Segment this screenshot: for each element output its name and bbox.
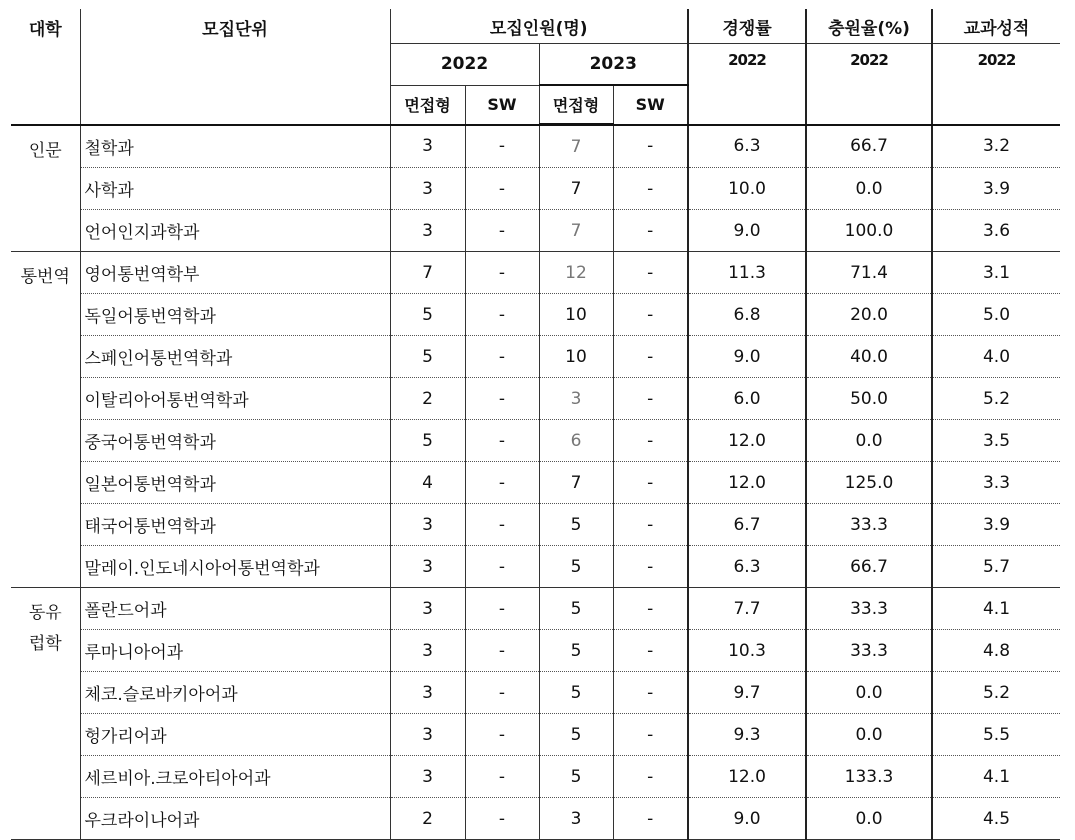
dept-name-cell: 독일어통번역학과: [80, 294, 390, 336]
dept-name-cell: 폴란드어과: [80, 588, 390, 630]
dept-name-cell: 중국어통번역학과: [80, 420, 390, 462]
table-row: [11, 210, 1060, 252]
dept-name-cell: 체코.슬로바키아어과: [80, 672, 390, 714]
competition-cell: 6.3: [688, 546, 806, 588]
interview-2023-cell: 6: [539, 420, 613, 462]
competition-cell: 9.3: [688, 714, 806, 756]
fill-rate-cell: 0.0: [806, 714, 932, 756]
table-header: [11, 9, 1060, 125]
fill-rate-cell: 40.0: [806, 336, 932, 378]
sw-2023-cell: -: [613, 125, 688, 168]
fill-rate-cell: 0.0: [806, 168, 932, 210]
sw-2023-cell: -: [613, 672, 688, 714]
sw-2022-cell: -: [465, 294, 539, 336]
competition-cell: 9.0: [688, 798, 806, 840]
table-row: [11, 252, 1060, 294]
table-row: [11, 714, 1060, 756]
sw-2023-cell: -: [613, 630, 688, 672]
table-row: [11, 756, 1060, 798]
table-row: [11, 462, 1060, 504]
interview-2022-cell: 3: [390, 210, 465, 252]
grades-cell: 4.8: [932, 630, 1060, 672]
interview-2022-cell: 3: [390, 588, 465, 630]
grades-cell: 5.7: [932, 546, 1060, 588]
college-cell: [11, 588, 80, 840]
fill-rate-cell: 71.4: [806, 252, 932, 294]
interview-2022-cell: 2: [390, 798, 465, 840]
table-row: [11, 798, 1060, 840]
competition-cell: 6.3: [688, 125, 806, 168]
sw-2022-cell: -: [465, 378, 539, 420]
interview-2023-cell: 12: [539, 252, 613, 294]
sw-2023-cell: -: [613, 588, 688, 630]
dept-name-cell: 헝가리어과: [80, 714, 390, 756]
table-row: [11, 630, 1060, 672]
sw-2023-cell: -: [613, 756, 688, 798]
dept-name-cell: 루마니아어과: [80, 630, 390, 672]
competition-cell: 12.0: [688, 462, 806, 504]
college-header: 대학: [11, 9, 80, 125]
table-row: [11, 125, 1060, 168]
dept-name-cell: 철학과: [80, 125, 390, 168]
interview-2023-cell: 3: [539, 798, 613, 840]
dept-name-cell: 사학과: [80, 168, 390, 210]
sw-2022-cell: -: [465, 125, 539, 168]
interview-2022-cell: 3: [390, 546, 465, 588]
sw-2023-cell: -: [613, 462, 688, 504]
fill-rate-cell: 100.0: [806, 210, 932, 252]
interview-2023-cell: 7: [539, 125, 613, 168]
sw-2022-cell: -: [465, 336, 539, 378]
table-row: [11, 672, 1060, 714]
grades-cell: 4.1: [932, 588, 1060, 630]
competition-cell: 11.3: [688, 252, 806, 294]
fill-rate-cell: 33.3: [806, 504, 932, 546]
sw-2023-cell: -: [613, 210, 688, 252]
sw-2022-cell: -: [465, 168, 539, 210]
interview-2022-cell: 7: [390, 252, 465, 294]
interview-2022-cell: 5: [390, 420, 465, 462]
grades-cell: 4.1: [932, 756, 1060, 798]
interview-2022-cell: 3: [390, 504, 465, 546]
fill-rate-cell: 0.0: [806, 420, 932, 462]
table-row: [11, 588, 1060, 630]
dept-name-cell: 영어통번역학부: [80, 252, 390, 294]
interview-2022-cell: 4: [390, 462, 465, 504]
competition-cell: 6.7: [688, 504, 806, 546]
interview-2023-cell: 10: [539, 294, 613, 336]
sw-2023-cell: -: [613, 504, 688, 546]
college-cell: [11, 125, 80, 252]
college-name-line: 인문: [28, 140, 62, 161]
fill-rate-cell: 33.3: [806, 588, 932, 630]
dept-name-cell: 태국어통번역학과: [80, 504, 390, 546]
competition-cell: 12.0: [688, 420, 806, 462]
sw-2023-cell: -: [613, 420, 688, 462]
table-body: [11, 125, 1060, 840]
sw-2022-cell: -: [465, 252, 539, 294]
interview-2023-cell: 5: [539, 546, 613, 588]
interview-2022-cell: 5: [390, 294, 465, 336]
grades-year: 2022: [977, 51, 1016, 69]
sw-2023-cell: -: [613, 798, 688, 840]
interview-2022-cell: 3: [390, 168, 465, 210]
interview-2022-cell: 5: [390, 336, 465, 378]
interview-2023-cell: 7: [539, 462, 613, 504]
fill-rate-year: 2022: [850, 51, 888, 69]
sw-2023-header: SW: [613, 85, 688, 125]
sw-2023-cell: -: [613, 714, 688, 756]
interview-2023-cell: 5: [539, 714, 613, 756]
sw-2023-cell: -: [613, 336, 688, 378]
grades-header: 교과성적: [932, 9, 1060, 44]
year-2022-header: 2022: [390, 44, 539, 86]
sw-2022-cell: -: [465, 588, 539, 630]
dept-name-cell: 우크라이나어과: [80, 798, 390, 840]
sw-2022-header: SW: [465, 85, 539, 125]
interview-2022-header: 면접형: [390, 85, 465, 125]
grades-cell: 5.2: [932, 378, 1060, 420]
admissions-table: [11, 9, 1060, 840]
grades-cell: 5.5: [932, 714, 1060, 756]
fill-rate-cell: 0.0: [806, 798, 932, 840]
fill-rate-cell: 33.3: [806, 630, 932, 672]
interview-2022-cell: 3: [390, 756, 465, 798]
interview-2022-cell: 3: [390, 714, 465, 756]
interview-2022-cell: 2: [390, 378, 465, 420]
table-row: [11, 336, 1060, 378]
recruit-header: 모집인원(명): [390, 9, 688, 44]
interview-2023-cell: 5: [539, 756, 613, 798]
interview-2023-cell: 3: [539, 378, 613, 420]
sw-2023-cell: -: [613, 546, 688, 588]
fill-rate-cell: 66.7: [806, 125, 932, 168]
fill-rate-cell: 125.0: [806, 462, 932, 504]
competition-cell: 7.7: [688, 588, 806, 630]
table-row: [11, 168, 1060, 210]
fill-rate-cell: 133.3: [806, 756, 932, 798]
interview-2022-cell: 3: [390, 630, 465, 672]
table-row: [11, 294, 1060, 336]
dept-name-cell: 세르비아.크로아티아어과: [80, 756, 390, 798]
grades-cell: 3.2: [932, 125, 1060, 168]
competition-header: 경쟁률: [688, 9, 806, 44]
fill-rate-cell: 20.0: [806, 294, 932, 336]
dept-name-cell: 이탈리아어통번역학과: [80, 378, 390, 420]
grades-cell: 3.3: [932, 462, 1060, 504]
grades-cell: 3.9: [932, 504, 1060, 546]
sw-2022-cell: -: [465, 420, 539, 462]
competition-year: 2022: [728, 51, 766, 69]
college-name-line: 동유: [28, 603, 62, 623]
grades-cell: 4.5: [932, 798, 1060, 840]
grades-cell: 3.6: [932, 210, 1060, 252]
interview-2023-cell: 5: [539, 504, 613, 546]
competition-cell: 10.0: [688, 168, 806, 210]
competition-cell: 6.8: [688, 294, 806, 336]
sw-2022-cell: -: [465, 462, 539, 504]
interview-2023-cell: 5: [539, 630, 613, 672]
dept-name-cell: 일본어통번역학과: [80, 462, 390, 504]
table-row: [11, 420, 1060, 462]
sw-2023-cell: -: [613, 168, 688, 210]
dept-name-cell: 언어인지과학과: [80, 210, 390, 252]
competition-cell: 9.0: [688, 210, 806, 252]
sw-2023-cell: -: [613, 378, 688, 420]
grades-cell: 3.5: [932, 420, 1060, 462]
table-row: [11, 546, 1060, 588]
fill-rate-cell: 0.0: [806, 672, 932, 714]
competition-cell: 10.3: [688, 630, 806, 672]
grades-cell: 3.9: [932, 168, 1060, 210]
sw-2023-cell: -: [613, 294, 688, 336]
dept-name-cell: 말레이.인도네시아어통번역학과: [80, 546, 390, 588]
grades-cell: 5.0: [932, 294, 1060, 336]
grades-cell: 5.2: [932, 672, 1060, 714]
grades-cell: 4.0: [932, 336, 1060, 378]
fill-rate-header: 충원율(%): [806, 9, 932, 44]
college-name-line: 럽학: [28, 634, 62, 654]
competition-cell: 9.0: [688, 336, 806, 378]
interview-2023-cell: 7: [539, 210, 613, 252]
sw-2022-cell: -: [465, 546, 539, 588]
year-2023-header: 2023: [539, 44, 688, 86]
interview-2023-cell: 7: [539, 168, 613, 210]
sw-2022-cell: -: [465, 504, 539, 546]
college-name-line: 통번역: [20, 267, 70, 287]
college-cell: [11, 252, 80, 588]
sw-2022-cell: -: [465, 210, 539, 252]
sw-2022-cell: -: [465, 630, 539, 672]
interview-2022-cell: 3: [390, 125, 465, 168]
grades-cell: 3.1: [932, 252, 1060, 294]
interview-2023-cell: 5: [539, 672, 613, 714]
interview-2023-header: 면접형: [539, 85, 613, 125]
interview-2023-cell: 5: [539, 588, 613, 630]
sw-2022-cell: -: [465, 798, 539, 840]
table-row: [11, 378, 1060, 420]
fill-rate-cell: 66.7: [806, 546, 932, 588]
competition-cell: 6.0: [688, 378, 806, 420]
dept-name-cell: 스페인어통번역학과: [80, 336, 390, 378]
sw-2022-cell: -: [465, 756, 539, 798]
unit-header: 모집단위: [80, 9, 390, 125]
competition-cell: 12.0: [688, 756, 806, 798]
sw-2022-cell: -: [465, 714, 539, 756]
interview-2023-cell: 10: [539, 336, 613, 378]
sw-2022-cell: -: [465, 672, 539, 714]
table-row: [11, 504, 1060, 546]
interview-2022-cell: 3: [390, 672, 465, 714]
fill-rate-cell: 50.0: [806, 378, 932, 420]
competition-cell: 9.7: [688, 672, 806, 714]
sw-2023-cell: -: [613, 252, 688, 294]
